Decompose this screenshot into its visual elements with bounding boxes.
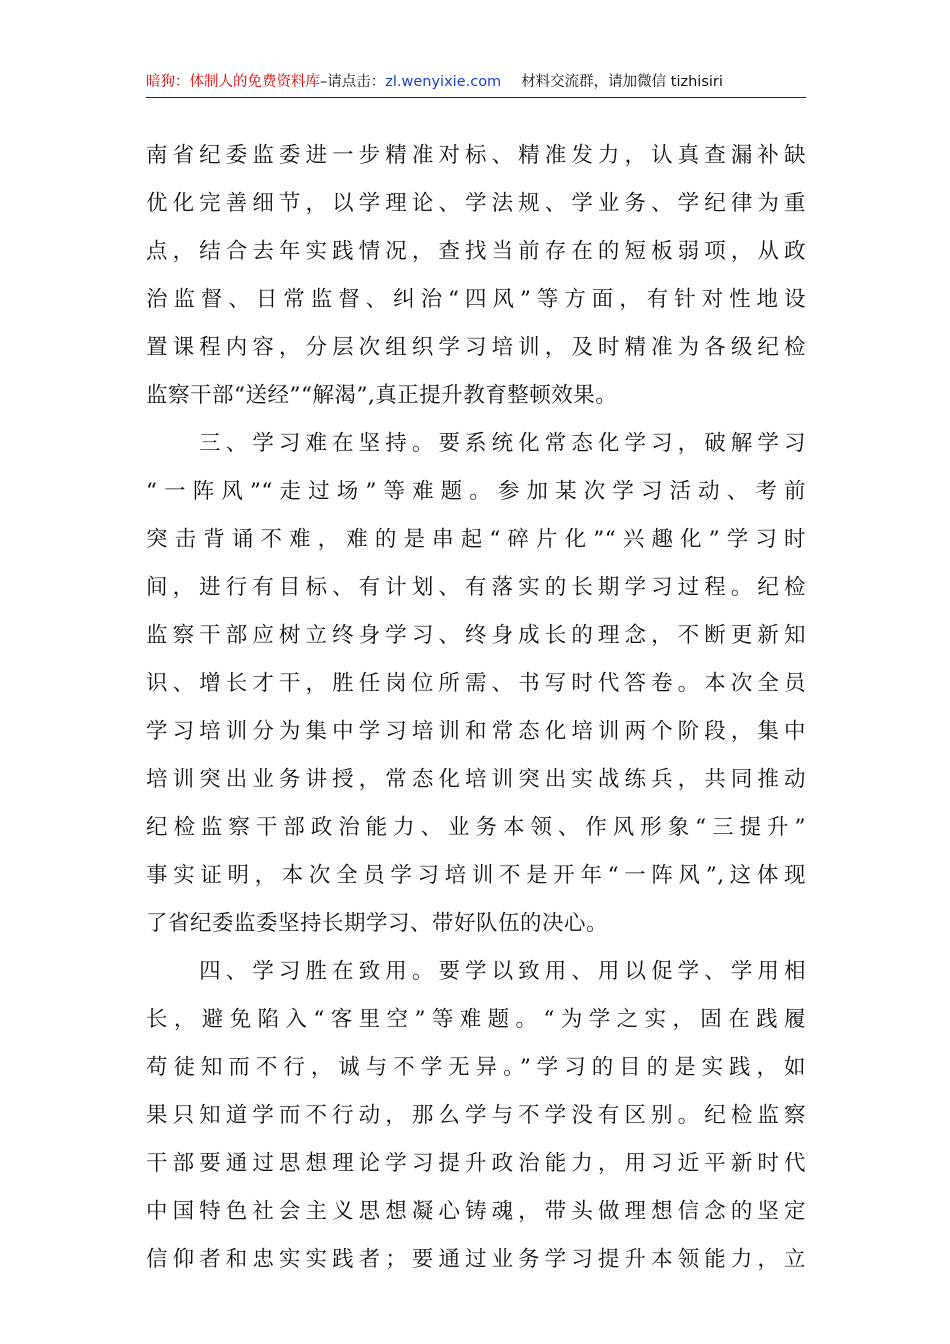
- header-divider: [146, 97, 806, 98]
- text-line: 置课程内容，分层次组织学习培训，及时精准为各级纪检: [146, 335, 806, 360]
- document-body: [146, 132, 806, 1284]
- text-line: 识、增长才干，胜任岗位所需、书写时代答卷。本次全员: [146, 671, 806, 696]
- site-name: 暗狗：体制人的免费资料库: [146, 74, 320, 90]
- text-line: 监察干部应树立终身学习、终身成长的理念，不断更新知: [146, 623, 806, 648]
- text-line: 中国特色社会主义思想凝心铸魂，带头做理想信念的坚定: [146, 1199, 806, 1224]
- text-line: 突击背诵不难，难的是串起“碎片化”“兴趣化”学习时: [146, 527, 806, 552]
- text-line: “一阵风”“走过场”等难题。参加某次学习活动、考前: [146, 479, 806, 504]
- text-line: 信仰者和忠实实践者；要通过业务学习提升本领能力，立: [146, 1247, 806, 1272]
- text-line: 事实证明，本次全员学习培训不是开年“一阵风”,这体现: [146, 863, 806, 888]
- text-line: 干部要通过思想理论学习提升政治能力，用习近平新时代: [146, 1151, 806, 1176]
- site-link[interactable]: zl.wenyixie.com: [385, 74, 502, 90]
- page-header: [146, 70, 806, 94]
- text-line: 点，结合去年实践情况，查找当前存在的短板弱项，从政: [146, 239, 806, 264]
- text-line: 三、学习难在坚持。要系统化常态化学习，破解学习: [146, 431, 806, 456]
- text-line: 学习培训分为集中学习培训和常态化培训两个阶段，集中: [146, 719, 806, 744]
- link-prefix: –请点击：: [320, 74, 386, 90]
- text-line: 间，进行有目标、有计划、有落实的长期学习过程。纪检: [146, 575, 806, 600]
- text-line: 监察干部“送经”“解渴”,真正提升教育整顿效果。: [146, 383, 618, 408]
- text-line: 南省纪委监委进一步精准对标、精准发力，认真查漏补缺: [146, 143, 806, 168]
- wechat-note: 材料交流群，请加微信 tizhisiri: [521, 74, 723, 90]
- text-line: 纪检监察干部政治能力、业务本领、作风形象“三提升”: [146, 815, 806, 840]
- text-line: 苟徒知而不行，诚与不学无异。”学习的目的是实践，如: [146, 1055, 806, 1080]
- text-line: 培训突出业务讲授，常态化培训突出实战练兵，共同推动: [146, 767, 806, 792]
- text-line: 四、学习胜在致用。要学以致用、用以促学、学用相: [146, 959, 806, 984]
- text-line: 了省纪委监委坚持长期学习、带好队伍的决心。: [146, 911, 609, 936]
- text-line: 果只知道学而不行动，那么学与不学没有区别。纪检监察: [146, 1103, 806, 1128]
- text-line: 长，避免陷入“客里空”等难题。“为学之实，固在践履: [146, 1007, 806, 1032]
- text-line: 优化完善细节，以学理论、学法规、学业务、学纪律为重: [146, 191, 806, 216]
- text-line: 治监督、日常监督、纠治“四风”等方面，有针对性地设: [146, 287, 806, 312]
